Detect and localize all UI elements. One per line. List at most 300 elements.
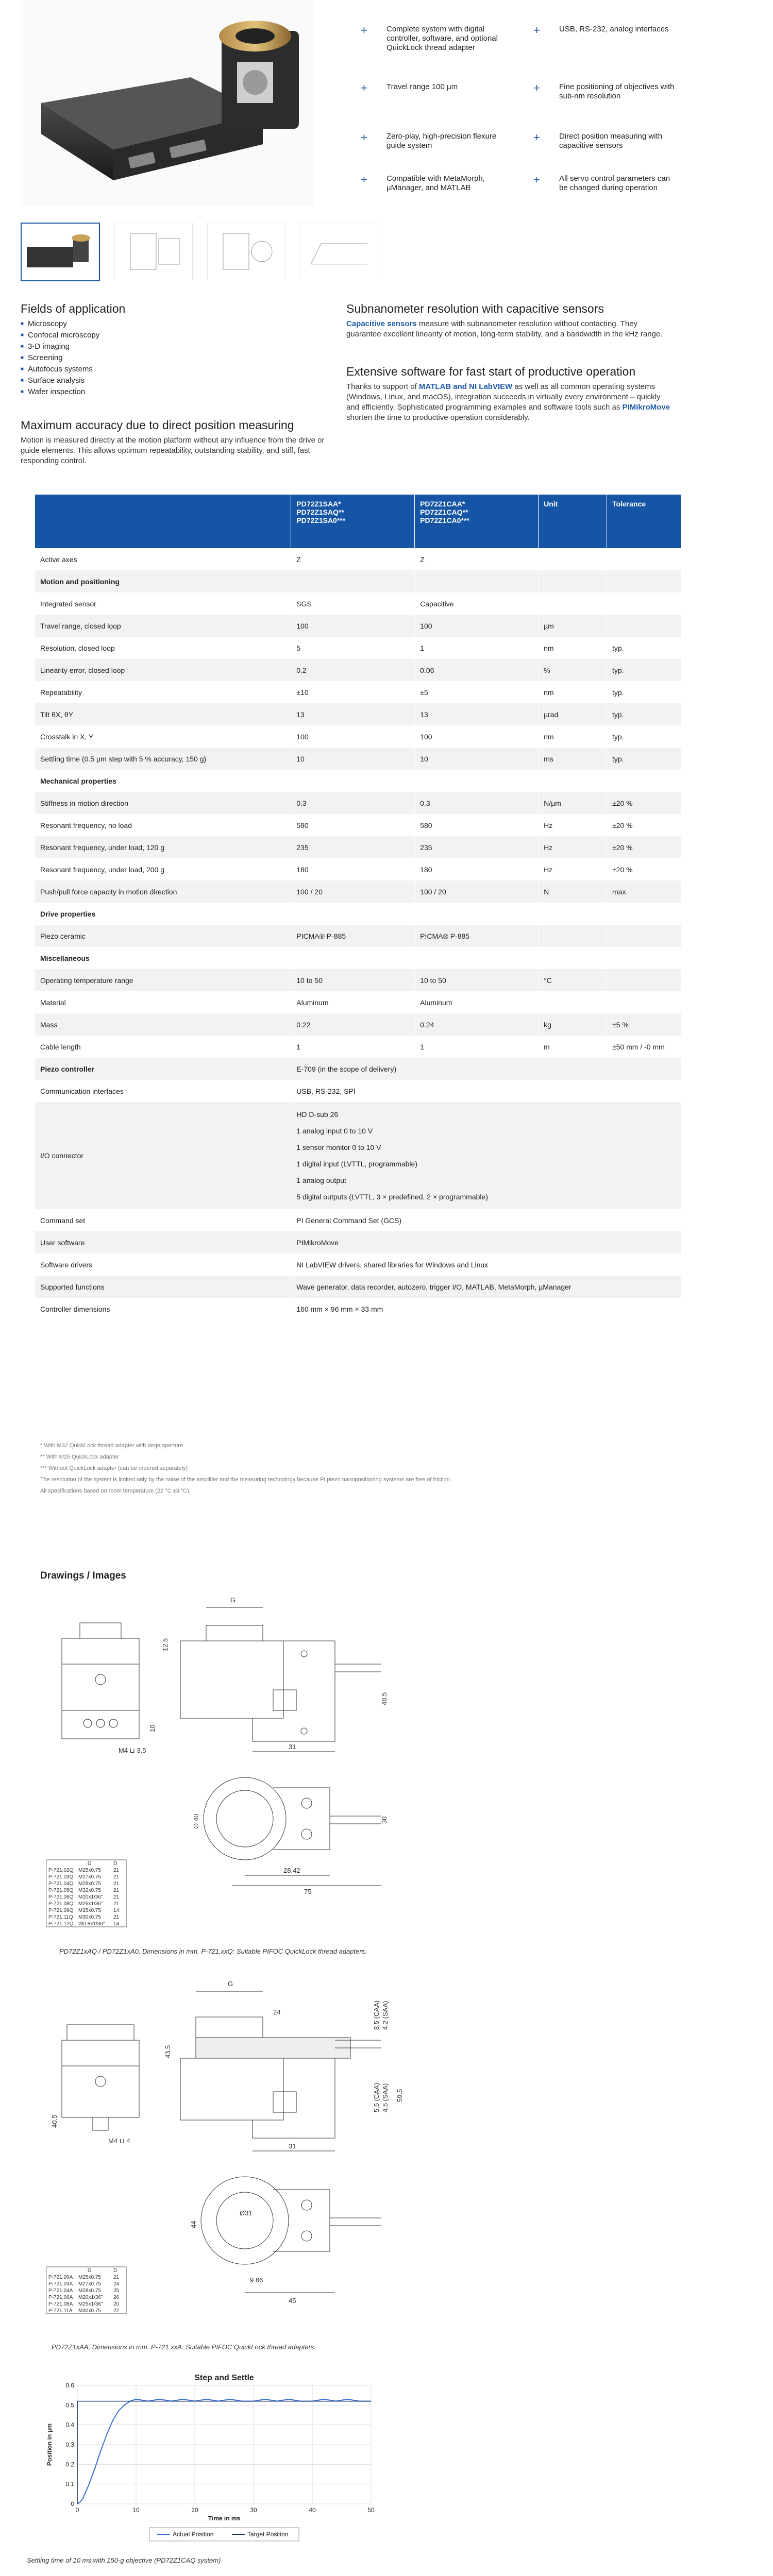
spec-cell: PIMikroMove bbox=[291, 1231, 681, 1253]
spec-cell bbox=[291, 903, 415, 925]
thread-table-cell: 21 bbox=[113, 1894, 120, 1900]
x-axis-label: Time in ms bbox=[208, 2515, 241, 2522]
y-tick-label: 0.5 bbox=[65, 2401, 74, 2409]
controller-row bbox=[35, 1253, 681, 1276]
spec-row bbox=[35, 748, 681, 770]
spec-cell: 100 / 20 bbox=[415, 880, 539, 903]
product-image bbox=[21, 0, 314, 206]
spec-cell: 13 bbox=[415, 703, 539, 725]
spec-cell bbox=[539, 770, 607, 792]
spec-cell bbox=[539, 925, 607, 947]
y-axis-label: Position in µm bbox=[46, 2423, 53, 2466]
spec-cell: Crosstalk in X, Y bbox=[35, 725, 291, 748]
spec-cell: Mass bbox=[35, 1013, 291, 1036]
spec-cell: PI General Command Set (GCS) bbox=[291, 1209, 681, 1231]
spec-cell: 100 bbox=[415, 615, 539, 637]
dim-label: 4.5 (SAA) bbox=[381, 2083, 389, 2112]
thread-table-cell: M32x0.75 bbox=[78, 1888, 101, 1893]
thumbnail-4[interactable] bbox=[300, 223, 378, 280]
spec-cell: N/µm bbox=[539, 792, 607, 814]
spec-cell bbox=[415, 903, 539, 925]
dim-label: 48.5 bbox=[380, 1692, 388, 1705]
thread-table-cell: M30x0.75 bbox=[78, 1914, 101, 1920]
spec-cell bbox=[607, 947, 681, 969]
spec-cell: Hz bbox=[539, 814, 607, 836]
thread-table-cell: M28x0.75 bbox=[78, 1881, 101, 1887]
spec-cell: 0.22 bbox=[291, 1013, 415, 1036]
subnano-section bbox=[346, 302, 671, 340]
spec-cell bbox=[607, 615, 681, 637]
spec-cell: User software bbox=[35, 1231, 291, 1253]
spec-cell: typ. bbox=[607, 681, 681, 703]
x-tick-label: 30 bbox=[250, 2506, 257, 2514]
spec-cell: Hz bbox=[539, 858, 607, 880]
spec-cell: Active axes bbox=[35, 548, 291, 570]
spec-cell: 580 bbox=[291, 814, 415, 836]
x-tick-label: 0 bbox=[75, 2506, 79, 2514]
thread-table-cell: 24 bbox=[113, 2281, 120, 2287]
spec-cell: ±5 % bbox=[607, 1013, 681, 1036]
spec-cell: Aluminum bbox=[415, 991, 539, 1013]
spec-cell: ±20 % bbox=[607, 814, 681, 836]
thread-table-cell: 21 bbox=[113, 1888, 120, 1893]
x-tick-label: 50 bbox=[367, 2506, 375, 2514]
footnote: * With M32 QuickLock thread adapter with large aperture bbox=[40, 1443, 183, 1449]
spec-cell: SGS bbox=[291, 592, 415, 615]
feature-item: + Compatible with MetaMorph, µManager, and MATLAB bbox=[361, 173, 485, 192]
software-text: as well as all common operating systems (Windows, Linux, and macOS), integration succeeds in virtually every environment – quickly and efficiently. Sophisticated programming examples and software tools such as bbox=[346, 382, 661, 412]
spec-cell: Z bbox=[415, 548, 539, 570]
chart-title: Step and Settle bbox=[194, 2374, 254, 2382]
controller-row bbox=[35, 1231, 681, 1253]
spec-header-cell bbox=[607, 495, 681, 548]
field-item: ■ Confocal microscopy bbox=[21, 330, 330, 342]
spec-cell: 10 bbox=[291, 748, 415, 770]
dim-label: Ø31 bbox=[240, 2209, 253, 2217]
thread-table-cell: M27x0.75 bbox=[78, 1874, 101, 1880]
subnano-heading: Subnanometer resolution with capacitive sensors bbox=[346, 302, 604, 315]
spec-cell: kg bbox=[539, 1013, 607, 1036]
spec-header-line: Tolerance bbox=[612, 500, 646, 508]
spec-row bbox=[35, 592, 681, 615]
spec-cell: 0.3 bbox=[291, 792, 415, 814]
spec-cell bbox=[539, 903, 607, 925]
field-item: ■ Wafer inspection bbox=[21, 387, 330, 398]
plus-icon: + bbox=[361, 24, 367, 37]
spec-cell: 100 bbox=[291, 725, 415, 748]
spec-cell: Miscellaneous bbox=[35, 947, 291, 969]
spec-cell: 0.24 bbox=[415, 1013, 539, 1036]
io-line: 5 digital outputs (LVTTL, 3 × predefined, 2 × programmable) bbox=[296, 1193, 488, 1201]
spec-cell: Supported functions bbox=[35, 1276, 291, 1298]
plus-icon: + bbox=[533, 81, 540, 94]
io-line: 1 analog output bbox=[296, 1176, 346, 1184]
spec-cell: Resonant frequency, under load, 200 g bbox=[35, 858, 291, 880]
spec-row bbox=[35, 814, 681, 836]
spec-cell: typ. bbox=[607, 637, 681, 659]
spec-header-cell bbox=[415, 495, 539, 548]
dim-label: 9.86 bbox=[250, 2276, 263, 2284]
spec-cell: USB, RS-232, SPI bbox=[291, 1080, 681, 1102]
spec-row bbox=[35, 880, 681, 903]
spec-cell: Wave generator, data recorder, autozero, trigger I/O, MATLAB, MetaMorph, µManager bbox=[291, 1276, 681, 1298]
spec-cell bbox=[291, 770, 415, 792]
spec-cell: Piezo controller bbox=[35, 1058, 291, 1080]
dim-label: M4 ⊔ 4 bbox=[108, 2137, 130, 2145]
thread-table-cell: P-721.00A bbox=[48, 2275, 73, 2280]
y-tick-label: 0.6 bbox=[65, 2382, 74, 2389]
spec-cell: Capacitive bbox=[415, 592, 539, 615]
thread-table-cell: 21 bbox=[113, 2275, 120, 2280]
thread-table-cell: 21 bbox=[113, 1874, 120, 1880]
spec-header-cell bbox=[539, 495, 607, 548]
spec-cell: nm bbox=[539, 681, 607, 703]
spec-cell bbox=[607, 925, 681, 947]
spec-cell bbox=[607, 903, 681, 925]
x-tick-label: 40 bbox=[309, 2506, 316, 2514]
spec-cell: Drive properties bbox=[35, 903, 291, 925]
spec-cell: Integrated sensor bbox=[35, 592, 291, 615]
thread-table-cell: M25x0.75 bbox=[78, 1868, 101, 1873]
spec-header-line: PD72Z1SA0*** bbox=[296, 516, 346, 524]
spec-cell: max. bbox=[607, 880, 681, 903]
spec-row bbox=[35, 570, 681, 592]
footnote: The resolution of the system is limited only by the noise of the amplifier and the measuring technology because PI piezo nanopositioning systems are free of friction. bbox=[40, 1477, 451, 1483]
feature-item: + Complete system with digital controller, software, and optional QuickLock thread adapter bbox=[361, 24, 498, 52]
spec-cell bbox=[607, 570, 681, 592]
spec-cell: 10 to 50 bbox=[291, 969, 415, 991]
spec-cell: 100 bbox=[415, 725, 539, 748]
thread-table-cell: P-721.04Q bbox=[48, 1881, 74, 1887]
spec-cell bbox=[539, 947, 607, 969]
spec-cell: PICMA® P-885 bbox=[291, 925, 415, 947]
spec-cell: PICMA® P-885 bbox=[415, 925, 539, 947]
controller-row bbox=[35, 1298, 681, 1320]
thread-table-cell: 21 bbox=[113, 1914, 120, 1920]
dim-label: 30 bbox=[380, 1816, 388, 1824]
spec-header-cell bbox=[35, 495, 291, 548]
spec-row bbox=[35, 548, 681, 570]
series-line-target bbox=[77, 2401, 371, 2504]
spec-cell bbox=[415, 770, 539, 792]
spec-cell: 1 bbox=[291, 1036, 415, 1058]
spec-cell: Resonant frequency, no load bbox=[35, 814, 291, 836]
field-item: ■ Autofocus systems bbox=[21, 364, 330, 376]
spec-row bbox=[35, 858, 681, 880]
software-heading: Extensive software for fast start of productive operation bbox=[346, 365, 636, 378]
spec-cell: Communication interfaces bbox=[35, 1080, 291, 1102]
spec-cell bbox=[291, 570, 415, 592]
dim-label: 24 bbox=[273, 2008, 281, 2016]
thread-table-cell: M30x0.75 bbox=[78, 2308, 101, 2314]
thread-table-head: G bbox=[88, 1861, 92, 1867]
io-line: 1 sensor monitor 0 to 10 V bbox=[296, 1143, 381, 1151]
spec-cell: Z bbox=[291, 548, 415, 570]
thread-table-head: D bbox=[113, 2268, 117, 2274]
spec-cell: 1 bbox=[415, 1036, 539, 1058]
spec-row bbox=[35, 725, 681, 748]
field-item: ■ 3-D imaging bbox=[21, 342, 330, 353]
spec-cell: 100 / 20 bbox=[291, 880, 415, 903]
spec-row bbox=[35, 836, 681, 858]
spec-row bbox=[35, 1036, 681, 1058]
spec-header-cell bbox=[291, 495, 415, 548]
dim-label: 59.5 bbox=[396, 2089, 404, 2102]
footnotes bbox=[40, 1443, 679, 1499]
thread-table-cell: M27x0.75 bbox=[78, 2281, 101, 2287]
y-tick-label: 0.2 bbox=[65, 2461, 74, 2468]
thumbnail-1[interactable] bbox=[21, 223, 100, 281]
spec-cell bbox=[291, 1102, 681, 1209]
software-section bbox=[346, 365, 671, 423]
thread-table-cell: P-721.11A bbox=[48, 2308, 73, 2314]
thread-table-cell: M25x0.75 bbox=[78, 2275, 101, 2280]
spec-cell: Cable length bbox=[35, 1036, 291, 1058]
thread-table-cell: 26 bbox=[113, 2295, 120, 2300]
spec-row bbox=[35, 947, 681, 969]
feature-item: + USB, RS-232, analog interfaces bbox=[533, 24, 669, 37]
thread-table-cell: P-721.05Q bbox=[48, 1888, 74, 1893]
spec-row bbox=[35, 991, 681, 1013]
spec-cell: Stiffness in motion direction bbox=[35, 792, 291, 814]
spec-cell: 10 bbox=[415, 748, 539, 770]
thumbnail-3[interactable] bbox=[207, 223, 285, 280]
dim-label: 31 bbox=[289, 2142, 296, 2150]
spec-cell: % bbox=[539, 659, 607, 681]
plus-icon: + bbox=[533, 24, 540, 37]
fields-list bbox=[21, 319, 330, 398]
spec-row bbox=[35, 903, 681, 925]
thread-table-cell: 20 bbox=[113, 2301, 120, 2307]
accuracy-heading: Maximum accuracy due to direct position measuring bbox=[21, 418, 294, 432]
spec-cell: Hz bbox=[539, 836, 607, 858]
footnote: *** Without QuickLock adapter (can be ordered separately) bbox=[40, 1465, 188, 1471]
dim-label: 45 bbox=[289, 2297, 296, 2304]
spec-header-line: Unit bbox=[544, 500, 558, 508]
spec-header-line: PD72Z1CA0*** bbox=[420, 516, 469, 524]
dim-label: 40.5 bbox=[51, 2114, 58, 2128]
spec-cell bbox=[539, 991, 607, 1013]
controller-row bbox=[35, 1209, 681, 1231]
matlab-labview-link[interactable]: MATLAB and NI LabVIEW bbox=[418, 382, 513, 391]
spec-cell: Mechanical properties bbox=[35, 770, 291, 792]
thumbnail-strip bbox=[21, 223, 393, 281]
spec-cell: Controller dimensions bbox=[35, 1298, 291, 1320]
thread-table-head: D bbox=[113, 1861, 117, 1867]
spec-cell: Command set bbox=[35, 1209, 291, 1231]
spec-row bbox=[35, 792, 681, 814]
spec-cell: Resolution, closed loop bbox=[35, 637, 291, 659]
thread-table-cell: P-721.03Q bbox=[48, 1874, 74, 1880]
spec-cell: µrad bbox=[539, 703, 607, 725]
plus-icon: + bbox=[533, 173, 540, 186]
spec-table bbox=[35, 495, 681, 1320]
spec-cell: 180 bbox=[291, 858, 415, 880]
accuracy-section bbox=[21, 418, 340, 466]
y-tick-label: 0.4 bbox=[65, 2421, 74, 2429]
io-line: 1 digital input (LVTTL, programmable) bbox=[296, 1160, 417, 1168]
thread-table-cell: 21 bbox=[113, 1901, 120, 1907]
spec-cell: ±50 mm / -0 mm bbox=[607, 1036, 681, 1058]
footnote: All specifications based on room temperature (22 °C ±3 °C). bbox=[40, 1488, 191, 1494]
spec-row bbox=[35, 703, 681, 725]
spec-cell: Aluminum bbox=[291, 991, 415, 1013]
thread-table-cell: M28x0.75 bbox=[78, 2288, 101, 2294]
legend-label: Target Position bbox=[247, 2531, 289, 2538]
spec-row bbox=[35, 969, 681, 991]
spec-cell: nm bbox=[539, 725, 607, 748]
spec-cell: ±5 bbox=[415, 681, 539, 703]
legend-label: Actual Position bbox=[173, 2531, 214, 2538]
spec-cell: 160 mm × 96 mm × 33 mm bbox=[291, 1298, 681, 1320]
spec-cell: ±20 % bbox=[607, 792, 681, 814]
spec-cell: ±20 % bbox=[607, 836, 681, 858]
feature-item: + All servo control parameters can be changed during operation bbox=[533, 173, 670, 192]
controller-row bbox=[35, 1102, 681, 1209]
spec-cell: nm bbox=[539, 637, 607, 659]
spec-cell: typ. bbox=[607, 703, 681, 725]
spec-cell bbox=[607, 592, 681, 615]
thread-table-head: G bbox=[88, 2268, 92, 2274]
spec-cell: N bbox=[539, 880, 607, 903]
thread-table-cell: 21 bbox=[113, 1881, 120, 1887]
dim-label: 43.5 bbox=[164, 2045, 172, 2058]
dim-label: G bbox=[230, 1596, 236, 1604]
drawing-2-caption: PD72Z1xAA, Dimensions in mm. P-721.xxA: Suitable PIFOC QuickLock thread adapters. bbox=[52, 2343, 316, 2351]
field-item: ■ Microscopy bbox=[21, 319, 330, 330]
x-tick-label: 10 bbox=[132, 2506, 140, 2514]
thread-table bbox=[46, 2267, 126, 2314]
dim-label: 75 bbox=[304, 1888, 312, 1895]
y-tick-label: 0 bbox=[71, 2500, 74, 2507]
spec-cell: Linearity error, closed loop bbox=[35, 659, 291, 681]
thread-table-cell: 14 bbox=[113, 1908, 120, 1913]
thread-table-cell: M20x1/36" bbox=[78, 1894, 103, 1900]
spec-cell bbox=[607, 991, 681, 1013]
dim-label: 4.2 (SAA) bbox=[381, 2001, 389, 2030]
spec-cell bbox=[607, 770, 681, 792]
spec-cell: I/O connector bbox=[35, 1102, 291, 1209]
controller-row bbox=[35, 1276, 681, 1298]
thread-table-cell: 25 bbox=[113, 2288, 120, 2294]
spec-cell: Travel range, closed loop bbox=[35, 615, 291, 637]
plus-icon: + bbox=[361, 173, 367, 186]
dim-label: 44 bbox=[190, 2221, 197, 2228]
footnote: ** With M25 QuickLock adapter bbox=[40, 1454, 119, 1460]
software-text: Thanks to support of bbox=[346, 382, 419, 391]
feature-item: + Zero-play, high-precision flexure guide system bbox=[361, 131, 497, 150]
product-photo bbox=[21, 0, 314, 206]
thread-table-cell: M25x1/36" bbox=[78, 2301, 103, 2307]
controller-row bbox=[35, 1080, 681, 1102]
spec-cell: typ. bbox=[607, 659, 681, 681]
feature-item: + Fine positioning of objectives with sub-nm resolution bbox=[533, 81, 675, 100]
spec-cell bbox=[415, 570, 539, 592]
spec-cell: 10 to 50 bbox=[415, 969, 539, 991]
spec-cell: °C bbox=[539, 969, 607, 991]
spec-cell: E-709 (in the scope of delivery) bbox=[291, 1058, 681, 1080]
accuracy-body: Motion is measured directly at the motion platform without any influence from the drive or guide elements. This allows optimum repeatability, outstanding stability, and stiff, fast responding control. bbox=[21, 436, 325, 465]
thread-table-cell: P-721.09Q bbox=[48, 1908, 74, 1913]
spec-row bbox=[35, 615, 681, 637]
spec-cell: typ. bbox=[607, 725, 681, 748]
pimikromove-link[interactable]: PIMikroMove bbox=[622, 403, 670, 412]
drawing-2 bbox=[46, 1973, 459, 2339]
thread-table-cell: 14 bbox=[113, 1921, 120, 1927]
thread-table-cell: M26x1/36" bbox=[78, 1901, 103, 1907]
spec-cell: Repeatability bbox=[35, 681, 291, 703]
io-line: 1 analog input 0 to 10 V bbox=[296, 1127, 373, 1135]
spec-cell: Software drivers bbox=[35, 1253, 291, 1276]
dim-label: 28.42 bbox=[283, 1867, 300, 1874]
spec-cell: µm bbox=[539, 615, 607, 637]
spec-cell: ±10 bbox=[291, 681, 415, 703]
controller-row bbox=[35, 1058, 681, 1080]
spec-cell: 235 bbox=[415, 836, 539, 858]
spec-cell bbox=[539, 570, 607, 592]
spec-cell: Motion and positioning bbox=[35, 570, 291, 592]
spec-row bbox=[35, 925, 681, 947]
spec-row bbox=[35, 1013, 681, 1036]
y-tick-label: 0.3 bbox=[65, 2441, 74, 2448]
fields-heading: Fields of application bbox=[21, 302, 126, 315]
thread-table-cell: P-721.11Q bbox=[48, 1914, 73, 1920]
spec-cell: NI LabVIEW drivers, shared libraries for Windows and Linux bbox=[291, 1253, 681, 1276]
chart-caption: Settling time of 10 ms with 150-g objective (PD72Z1CAQ system) bbox=[27, 2556, 221, 2564]
thumbnail-2[interactable] bbox=[114, 223, 193, 280]
feature-item: + Direct position measuring with capacitive sensors bbox=[533, 131, 663, 150]
spec-cell bbox=[607, 548, 681, 570]
x-tick-label: 20 bbox=[191, 2506, 198, 2514]
step-settle-chart bbox=[31, 2365, 392, 2550]
spec-cell: m bbox=[539, 1036, 607, 1058]
spec-cell: 0.06 bbox=[415, 659, 539, 681]
dim-label: 12.5 bbox=[161, 1638, 169, 1651]
spec-row bbox=[35, 637, 681, 659]
field-item: ■ Surface analysis bbox=[21, 376, 330, 387]
spec-cell bbox=[539, 592, 607, 615]
chart-lines bbox=[77, 2399, 371, 2504]
dim-label: G bbox=[228, 1980, 233, 1988]
dim-label: ∅ 40 bbox=[192, 1814, 200, 1829]
thread-table-cell: P-721.06A bbox=[48, 2295, 73, 2300]
spec-cell bbox=[539, 548, 607, 570]
series-line-actual bbox=[77, 2399, 371, 2504]
spec-cell: Operating temperature range bbox=[35, 969, 291, 991]
software-text: shorten the time to productive operation considerably. bbox=[346, 413, 530, 422]
capacitive-sensors-link[interactable]: Capacitive sensors bbox=[346, 319, 417, 328]
spec-cell: Settling time (0.5 µm step with 5 % accuracy, 150 g) bbox=[35, 748, 291, 770]
y-tick-label: 0.1 bbox=[65, 2480, 74, 2488]
spec-cell: 580 bbox=[415, 814, 539, 836]
plus-icon: + bbox=[361, 81, 367, 94]
thread-table-cell: M20x1/36" bbox=[78, 2295, 103, 2300]
chart-grid bbox=[77, 2385, 371, 2504]
drawing-1-caption: PD72Z1xAQ / PD72Z1xA0, Dimensions in mm. P-721.xxQ: Suitable PIFOC QuickLock thread adapters. bbox=[59, 1947, 367, 1955]
spec-header-line: PD72Z1CAQ** bbox=[420, 508, 468, 516]
drawing-1 bbox=[46, 1587, 459, 1947]
spec-header-line: PD72Z1SAA* bbox=[296, 500, 341, 508]
thread-table-cell: P-721.03A bbox=[48, 2281, 73, 2287]
thread-table-cell: P-721.08Q bbox=[48, 1901, 74, 1907]
dim-label: 8.5 (CAA) bbox=[373, 2000, 380, 2030]
field-item: ■ Screening bbox=[21, 353, 330, 364]
dim-label: 10 bbox=[148, 1724, 156, 1732]
spec-header-row bbox=[35, 495, 681, 548]
plus-icon: + bbox=[361, 131, 367, 144]
spec-cell: ±20 % bbox=[607, 858, 681, 880]
dim-label: M4 ⊔ 3.5 bbox=[119, 1747, 146, 1754]
